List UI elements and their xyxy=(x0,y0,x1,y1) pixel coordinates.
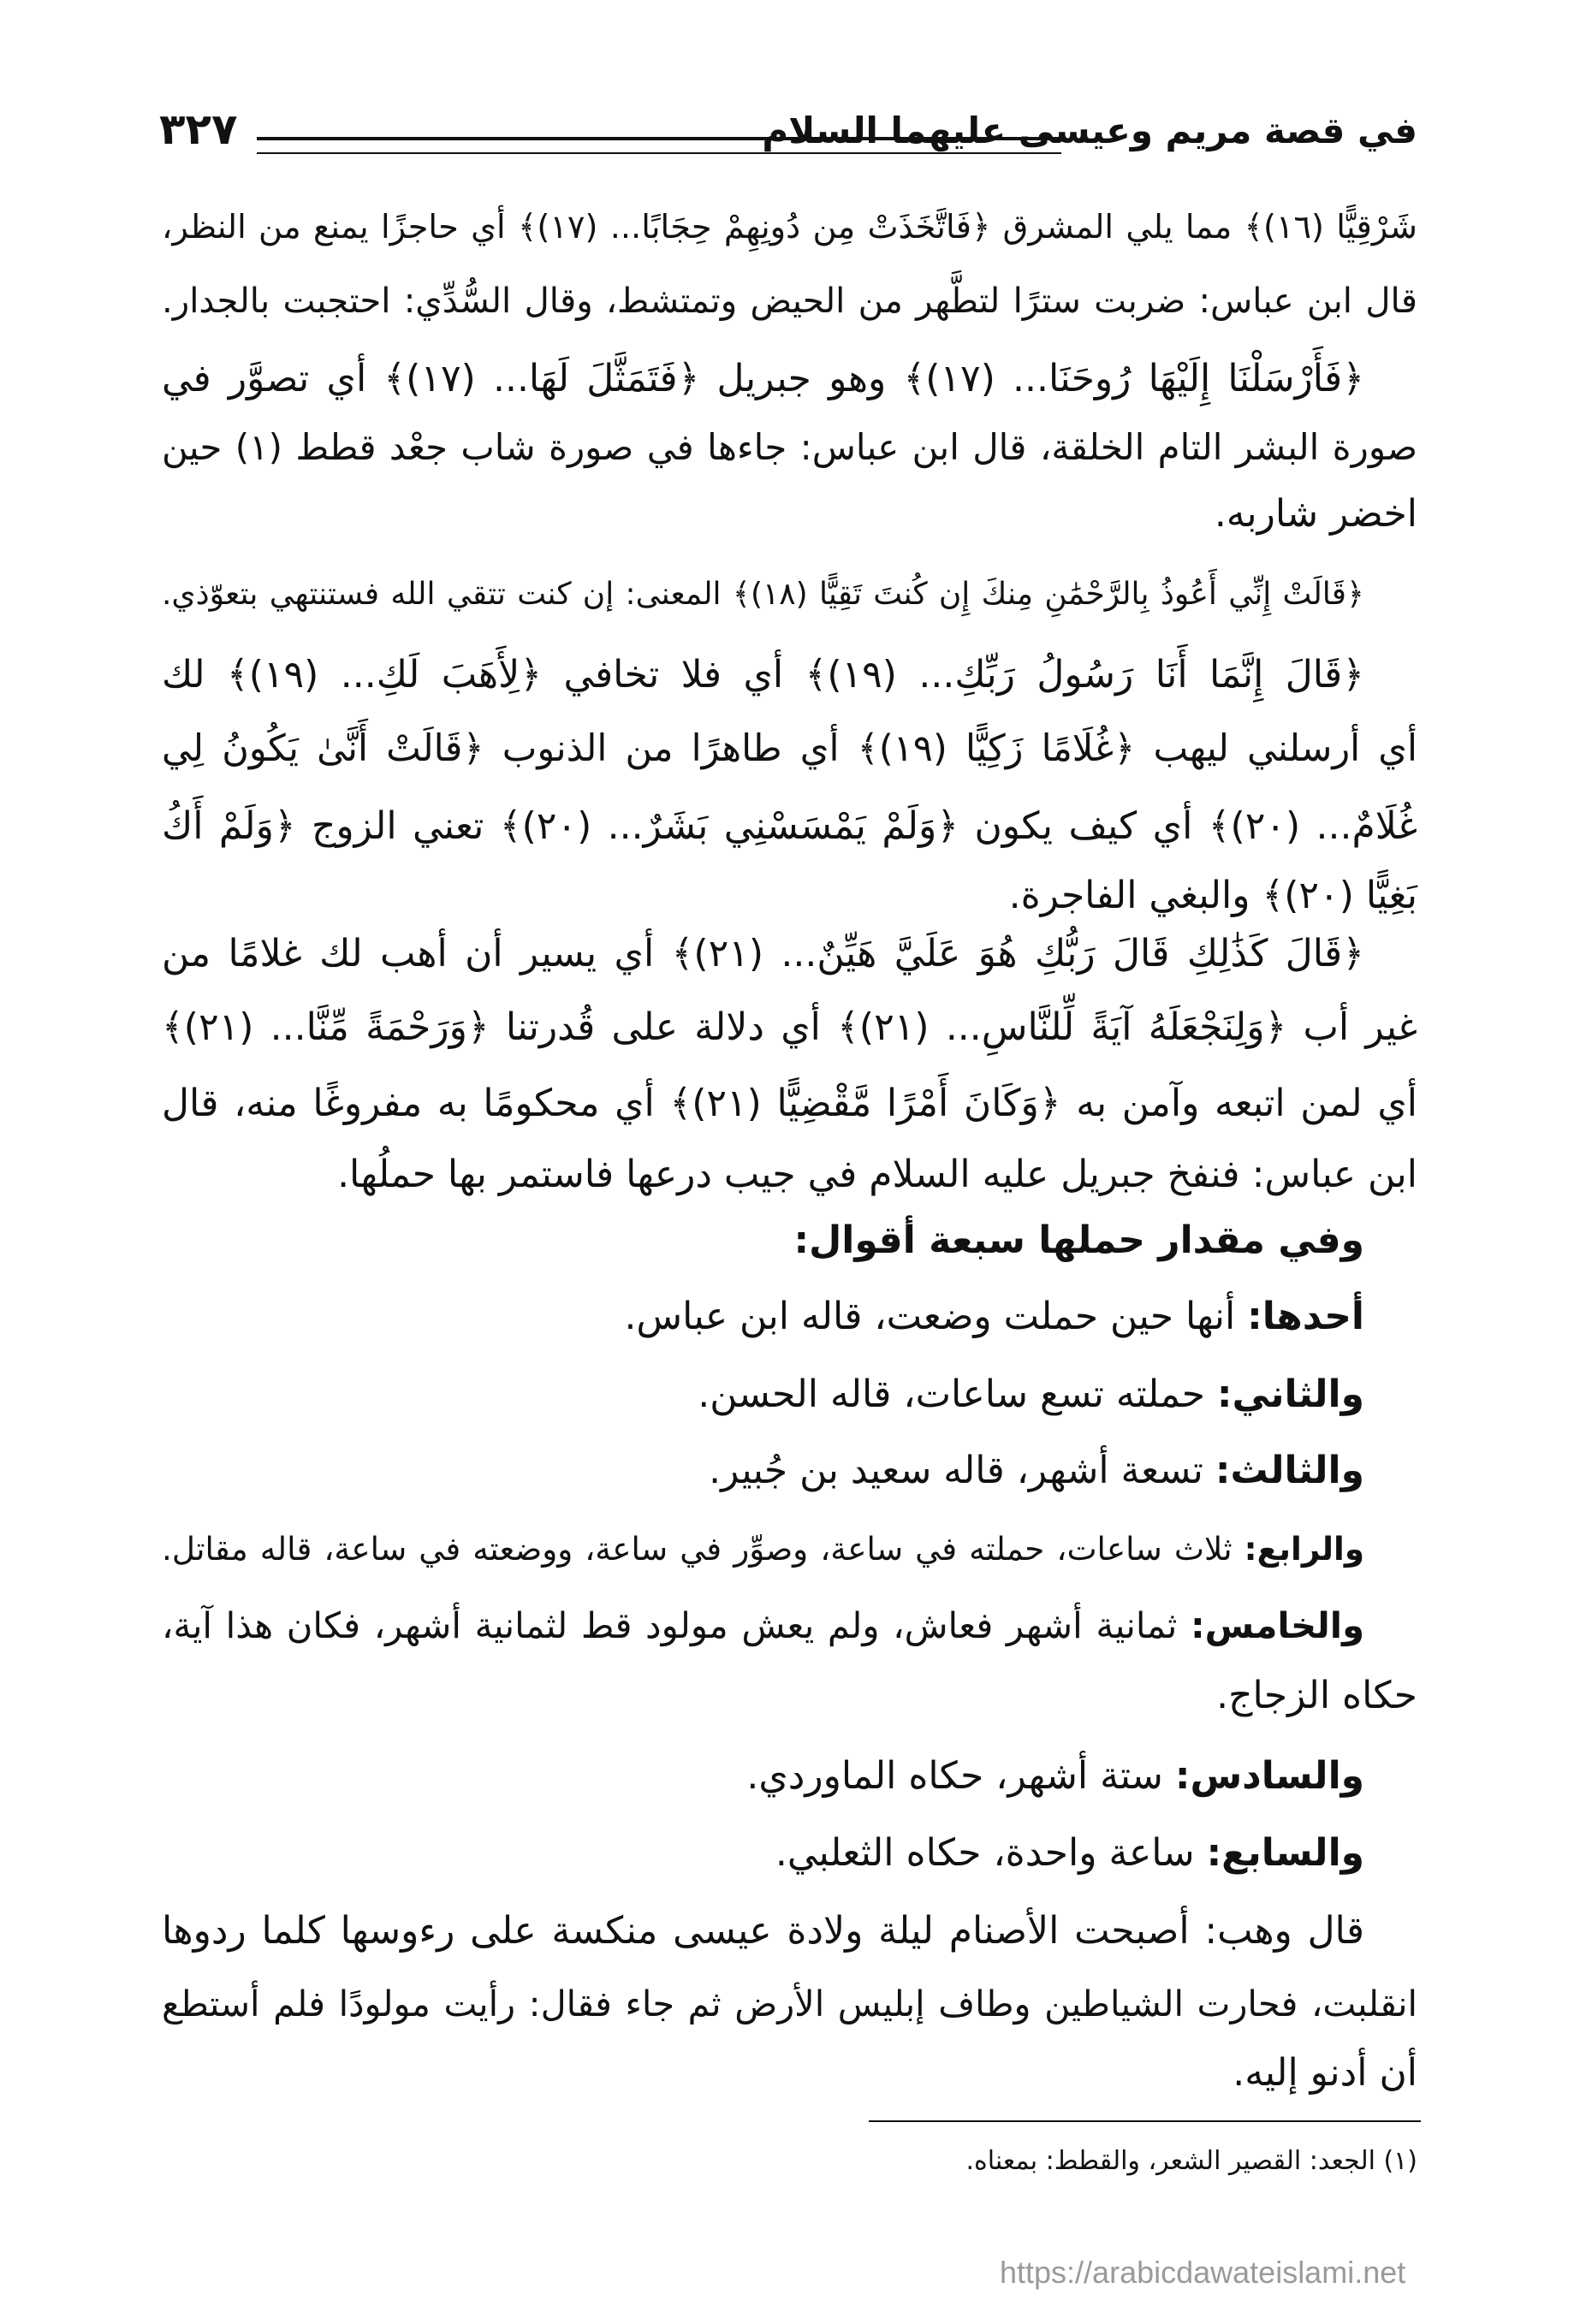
text-line-lead: والثالث: xyxy=(1215,1449,1364,1492)
text-line-content: أي أرسلني ليهب ﴿غُلَامًا زَكِيًّا (١٩)﴾ أي طاهرًا من الذنوب ﴿قَالَتْ أَنَّىٰ يَكُونُ لِي xyxy=(162,727,1417,770)
text-line-lead: وفي مقدار حملها سبعة أقوال: xyxy=(793,1218,1364,1262)
footnote: (١) الجعد: القصير الشعر، والقطط: بمعناه. xyxy=(965,2146,1417,2176)
text-line xyxy=(162,193,1417,262)
text-line xyxy=(162,920,1417,988)
text-line-content: أنها حين حملت وضعت، قاله ابن عباس. xyxy=(624,1295,1248,1338)
text-line xyxy=(162,1141,1417,1209)
text-line-content: ساعة واحدة، حكاه الثعلبي. xyxy=(775,1831,1207,1875)
text-line-content: ﴿قَالَ إِنَّمَا أَنَا رَسُولُ رَبِّكِ... (١٩)﴾ أي فلا تخافي ﴿لِأَهَبَ لَكِ... (١٩)﴾ لك xyxy=(162,653,1364,697)
text-line xyxy=(162,1819,1417,1888)
text-line-content: غير أب ﴿وَلِنَجْعَلَهُ آيَةً لِّلنَّاسِ... (٢١)﴾ أي دلالة على قُدرتنا ﴿وَرَحْمَةً مِّنَّا... (٢١)﴾ xyxy=(162,1005,1417,1049)
text-line-content: أي لمن اتبعه وآمن به ﴿وَكَانَ أَمْرًا مَّقْضِيًّا (٢١)﴾ أي محكومًا به مفروغًا منه، قال xyxy=(162,1082,1417,1125)
text-line xyxy=(162,1897,1417,1965)
text-line-content: تسعة أشهر، قاله سعيد بن جُبير. xyxy=(709,1449,1215,1492)
text-line-content: حكاه الزجاج. xyxy=(1216,1674,1417,1717)
text-line-lead: والخامس: xyxy=(1190,1604,1364,1646)
text-line xyxy=(162,641,1417,709)
text-line xyxy=(162,1206,1417,1275)
text-line-content: أن أدنو إليه. xyxy=(1233,2051,1417,2095)
text-line-content: ابن عباس: فنفخ جبريل عليه السلام في جيب درعها فاستمر بها حملُها. xyxy=(337,1153,1417,1196)
page-number: ٣٢٧ xyxy=(159,104,238,154)
text-line xyxy=(162,267,1417,335)
text-line xyxy=(162,480,1417,548)
text-line-content: بَغِيًّا (٢٠)﴾ والبغي الفاجرة. xyxy=(1008,874,1417,917)
text-line-content: حملته تسع ساعات، قاله الحسن. xyxy=(698,1372,1217,1416)
text-line-lead: والسابع: xyxy=(1206,1831,1364,1875)
text-line-lead: والسادس: xyxy=(1174,1754,1364,1798)
watermark-url: https://arabicdawateislami.net xyxy=(1000,2255,1406,2290)
text-line-content: ﴿قَالَتْ إِنِّي أَعُوذُ بِالرَّحْمَٰنِ مِنكَ إِن كُنتَ تَقِيًّا (١٨)﴾ المعنى: إن كنت تتقي الله فستنتهي بتعوّذي. xyxy=(162,577,1364,612)
header-rule xyxy=(257,137,1061,154)
text-line xyxy=(162,2039,1417,2108)
text-line-content: اخضر شاربه. xyxy=(1214,492,1417,536)
text-line-lead: أحدها: xyxy=(1247,1295,1364,1338)
text-line xyxy=(162,1742,1417,1811)
running-header-title: في قصة مريم وعيسى عليهما السلام xyxy=(762,110,1417,151)
text-line-content: ثمانية أشهر فعاش، ولم يعش مولود قط لثمانية أشهر، فكان هذا آية، xyxy=(162,1604,1191,1646)
text-line xyxy=(162,1515,1417,1583)
text-line-content: صورة البشر التام الخلقة، قال ابن عباس: جاءها في صورة شاب جعْد قطط (١) حين xyxy=(162,426,1417,468)
text-line xyxy=(162,1283,1417,1351)
text-line xyxy=(162,413,1417,482)
text-line xyxy=(162,1070,1417,1138)
text-line xyxy=(162,1361,1417,1429)
text-line-content: ستة أشهر، حكاه الماوردي. xyxy=(746,1754,1175,1798)
text-line-content: ثلاث ساعات، حملته في ساعة، وصوِّر في ساعة، ووضعته في ساعة، قاله مقاتل. xyxy=(162,1530,1244,1568)
text-line-content: انقلبت، فحارت الشياطين وطاف إبليس الأرض ثم جاء فقال: رأيت مولودًا فلم أستطع xyxy=(162,1983,1417,2025)
text-line xyxy=(162,792,1417,861)
text-line-content: قال ابن عباس: ضربت سترًا لتطَّهر من الحيض وتمتشط، وقال السُّدِّي: احتجبت بالجدار. xyxy=(162,282,1417,321)
text-line xyxy=(162,1437,1417,1505)
text-line-lead: والثاني: xyxy=(1216,1372,1364,1416)
text-line xyxy=(162,560,1417,629)
text-line-content: ﴿قَالَ كَذَٰلِكِ قَالَ رَبُّكِ هُوَ عَلَيَّ هَيِّنٌ... (٢١)﴾ أي يسير أن أهب لك غلامًا من xyxy=(162,932,1364,975)
text-line-content: قال وهب: أصبحت الأصنام ليلة ولادة عيسى منكسة على رءوسها كلما ردوها xyxy=(162,1909,1364,1953)
text-line-lead: والرابع: xyxy=(1244,1530,1364,1568)
text-line xyxy=(162,1592,1417,1660)
text-line-content: شَرْقِيًّا (١٦)﴾ مما يلي المشرق ﴿فَاتَّخَذَتْ مِن دُونِهِمْ حِجَابًا... (١٧)﴾ أي حاجزًا يمنع من النظر، xyxy=(162,208,1417,246)
text-line xyxy=(162,1970,1417,2038)
text-line-content: غُلَامٌ... (٢٠)﴾ أي كيف يكون ﴿وَلَمْ يَمْسَسْنِي بَشَرٌ... (٢٠)﴾ تعني الزوج ﴿وَلَمْ أَكُ xyxy=(162,804,1417,848)
text-line xyxy=(162,993,1417,1062)
text-line xyxy=(162,345,1417,413)
footnote-rule xyxy=(869,2120,1421,2122)
text-line xyxy=(162,1662,1417,1730)
text-line-content: ﴿فَأَرْسَلْنَا إِلَيْهَا رُوحَنَا... (١٧)﴾ وهو جبريل ﴿فَتَمَثَّلَ لَهَا... (١٧)﴾ أي تصوَّر في xyxy=(162,357,1364,400)
text-line xyxy=(162,714,1417,783)
